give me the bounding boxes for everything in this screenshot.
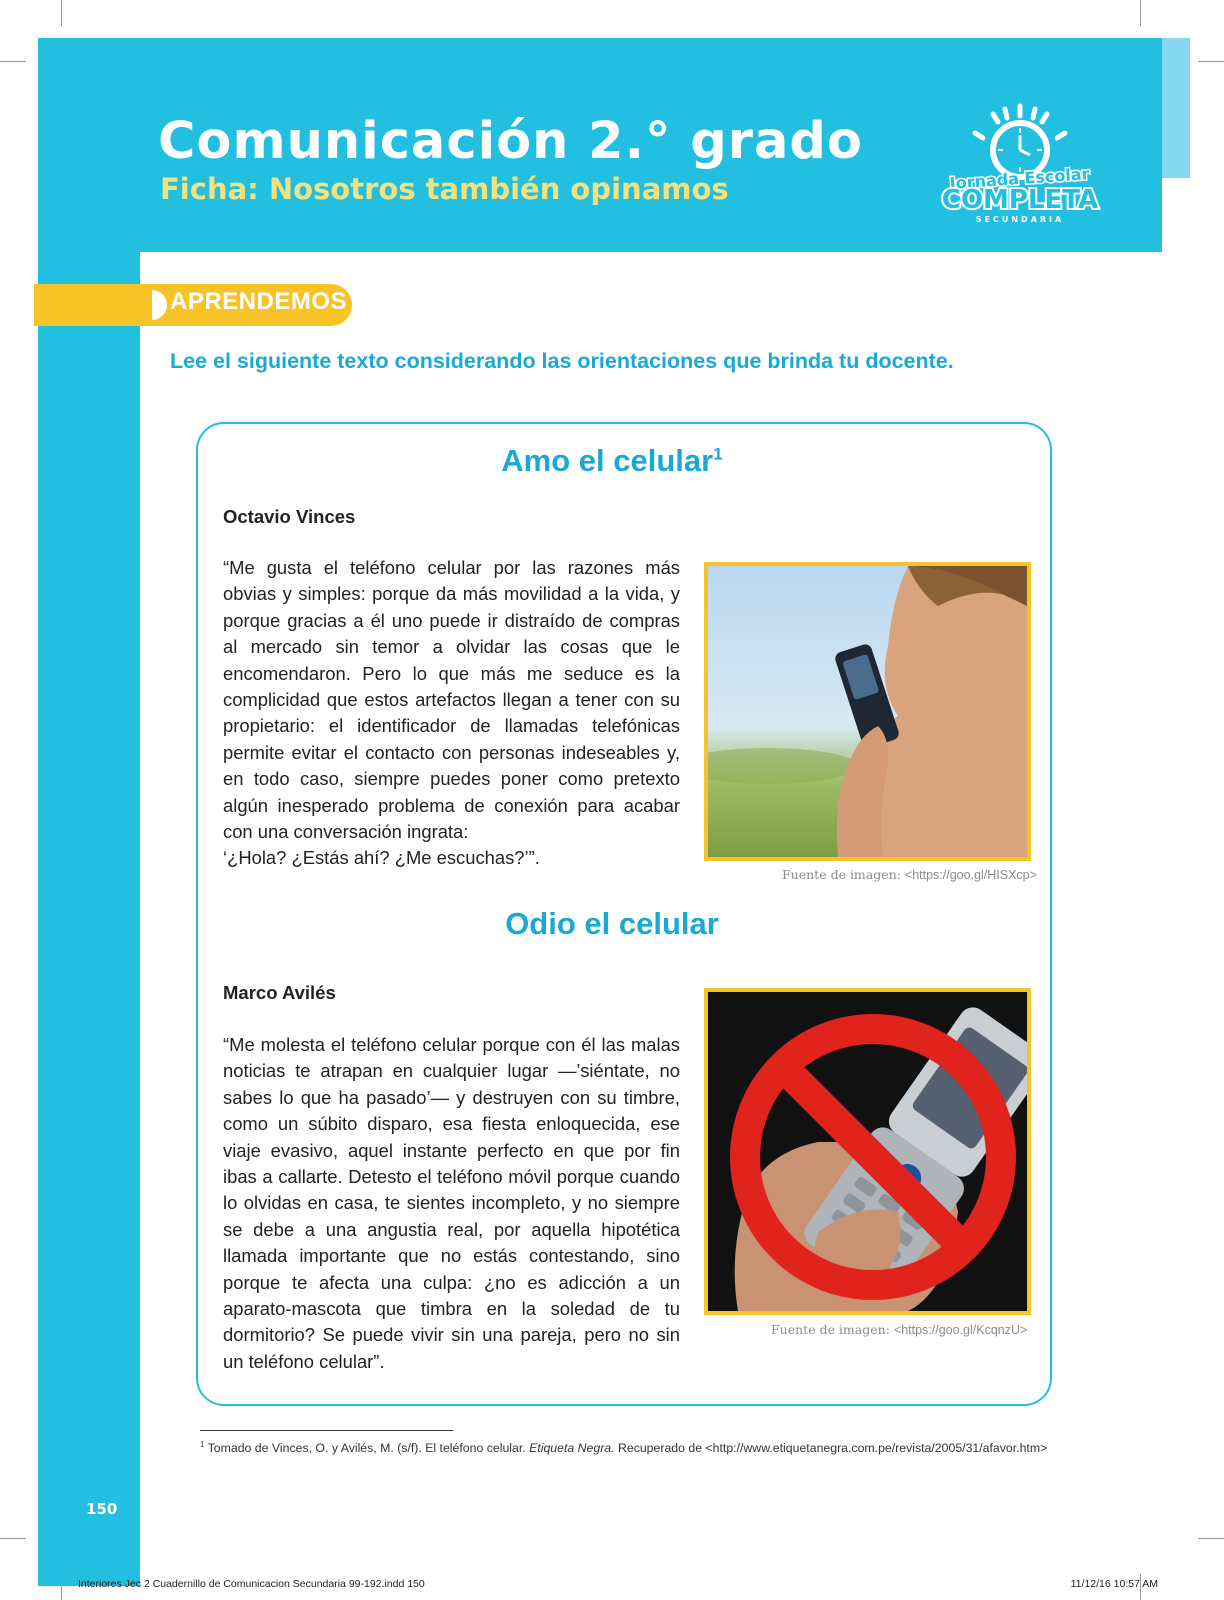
caption-prefix: Fuente de imagen: <box>771 1322 894 1337</box>
article-1-title-text: Amo el celular <box>501 443 714 478</box>
left-color-bar <box>38 38 140 1586</box>
print-slug-date: 11/12/16 10:57 AM <box>1070 1578 1158 1590</box>
crop-mark <box>1198 1538 1224 1539</box>
page-title: Comunicación 2.° grado <box>158 112 863 171</box>
article-1-image-caption <box>782 867 1037 882</box>
article-1-photo <box>704 562 1031 861</box>
print-slug-file: Interiores Jec 2 Cuadernillo de Comunicacion Secundaria 99-192.indd 150 <box>78 1578 425 1590</box>
instruction-text: Lee el siguiente texto considerando las orientaciones que brinda tu docente. <box>170 349 954 373</box>
article-2-author: Marco Avilés <box>223 982 336 1003</box>
caption-url: <https://goo.gl/KcqnzU> <box>893 1323 1028 1337</box>
article-1-closing-line: ‘¿Hola? ¿Estás ahí? ¿Me escuchas?’”. <box>223 847 540 869</box>
crop-mark <box>1140 0 1141 26</box>
footnote-reference: 1 <box>713 444 723 464</box>
article-1-title <box>0 443 1224 479</box>
caption-url: <https://goo.gl/HISXcp> <box>904 868 1037 882</box>
footnote-rule <box>200 1430 453 1431</box>
footnote-source: Etiqueta Negra. <box>529 1441 615 1456</box>
footnote <box>200 1440 1047 1455</box>
article-2-title: Odio el celular <box>505 906 719 941</box>
crop-mark <box>61 0 62 26</box>
page-number: 150 <box>86 1500 118 1518</box>
crop-mark <box>1198 61 1224 62</box>
crop-mark <box>0 61 26 62</box>
no-phone-image <box>708 992 1027 1311</box>
article-1-paragraph: “Me gusta el teléfono celular por las razones más obvias y simples: porque da más movilidad a la vida, y porque gracias a él uno puede ir distraído de compras al mercado sin temor a olvidar las cosas que le encomendaron. Pero lo que más me seduce es la complicidad que estos artefactos llegan a tener con su propietario: el identificador de llamadas telefónicas permite evitar el contacto con personas indeseables y, en todo caso, siempre puedes poner como pretexto algún inesperado problema de conexión para acabar con una conversación ingrata: <box>223 557 680 843</box>
article-2-image-caption <box>771 1322 1027 1337</box>
logo-line2: COMPLETA <box>941 185 1099 215</box>
logo-line3: SECUNDARIA <box>975 215 1065 224</box>
man-kissing-phone-image <box>708 566 1027 857</box>
footnote-text: Tomado de Vinces, O. y Avilés, M. (s/f). El teléfono celular. <box>204 1441 530 1456</box>
jec-logo <box>935 100 1105 235</box>
article-2-photo <box>704 988 1031 1315</box>
section-label: APRENDEMOS <box>170 288 348 315</box>
caption-prefix: Fuente de imagen: <box>782 867 905 882</box>
footnote-mark: 1 <box>200 1440 205 1449</box>
footnote-text-after: Recuperado de <http://www.etiquetanegra.com.pe/revista/2005/31/afavor.htm> <box>614 1441 1048 1456</box>
crop-mark <box>0 1538 26 1539</box>
logo-line1: Jornada Escolar <box>949 164 1091 193</box>
article-1-body <box>223 555 680 872</box>
header-side-tab <box>1162 38 1190 178</box>
article-1-author: Octavio Vinces <box>223 506 356 527</box>
page-subtitle: Ficha: Nosotros también opinamos <box>160 172 729 206</box>
article-2-body: “Me molesta el teléfono celular porque con él las malas noticias te atrapan en cualquier lugar —’siéntate, no sabes lo que ha pasado’— y destruyen con su timbre, como un súbito disparo, esa fiesta enloquecida, ese viaje evasivo, aquel instante perfecto en que por fin ibas a callarte. Detesto el teléfono móvil porque cuando lo olvidas en casa, te sientes incompleto, y no siempre se debe a una angustia real, por aquella hipotética llamada importante que no estás contestando, sino porque te afecta una culpa: ¿no es adicción a un aparato-mascota que timbra en la soledad de tu dormitorio? Se puede vivir sin una pareja, pero no sin un teléfono celular”. <box>223 1034 680 1372</box>
tab-notch-cover <box>137 288 152 322</box>
